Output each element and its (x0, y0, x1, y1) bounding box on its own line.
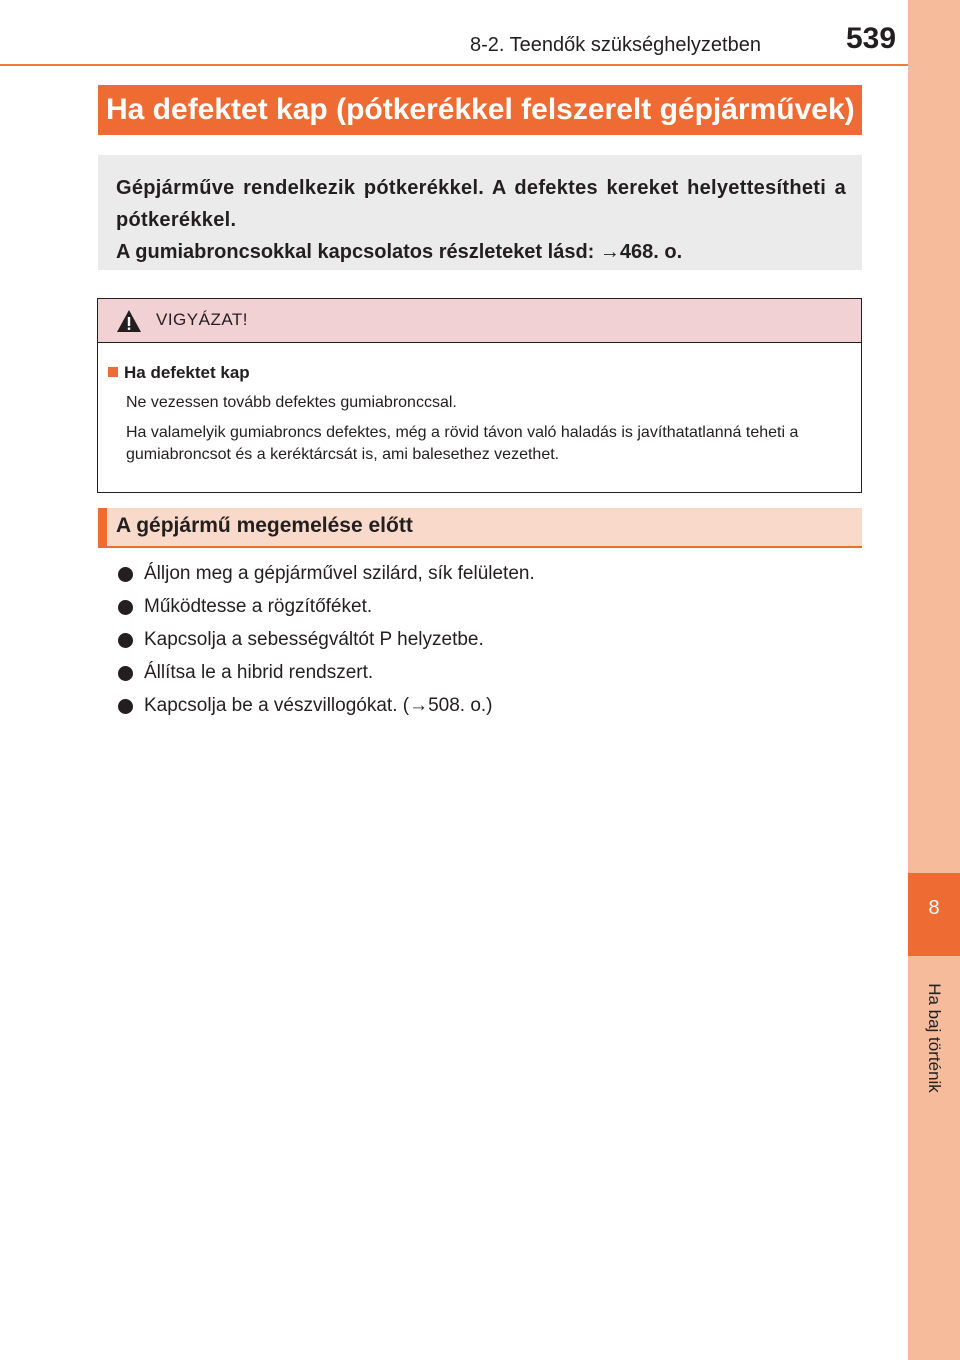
orange-square-icon (108, 367, 118, 377)
chapter-number-tab[interactable]: 8 (908, 873, 960, 956)
list-item-text: Működtesse a rögzítőféket. (144, 596, 373, 617)
intro-paragraph-1: Gépjárműve rendelkezik pótkerékkel. A defektes kereket helyettesítheti a pótkerékkel. (116, 177, 846, 231)
bullet-dot-icon (118, 699, 133, 714)
bullet-dot-icon (118, 666, 133, 681)
chapter-label: Ha baj történik (925, 983, 944, 1093)
caution-box (97, 298, 862, 493)
bullet-list (118, 558, 535, 723)
caution-title: VIGYÁZAT! (156, 310, 249, 329)
main-title: Ha defektet kap (pótkerékkel felszerelt gépjárművek) (98, 85, 862, 135)
section-heading-marker (98, 508, 107, 546)
intro-paragraph-2: A gumiabroncsokkal kapcsolatos részleteket lásd: →468. o. (116, 241, 683, 263)
caution-paragraph-1: Ne vezessen tovább defektes gumiabronccsal. (126, 394, 457, 411)
caution-subtitle (108, 363, 250, 383)
list-item-text: Állítsa le a hibrid rendszert. (144, 662, 374, 683)
list-item (118, 690, 535, 723)
section-heading (98, 508, 862, 548)
bullet-dot-icon (118, 567, 133, 582)
section-title: 8-2. Teendők szükséghelyzetben (470, 34, 761, 56)
caution-header (98, 299, 861, 343)
list-item (118, 657, 535, 690)
list-item (118, 558, 535, 591)
page-number: 539 (846, 22, 897, 55)
list-item-text: Álljon meg a gépjárművel szilárd, sík felületen. (144, 563, 535, 584)
header-rule (0, 64, 908, 66)
caution-paragraph-2: Ha valamelyik gumiabroncs defektes, még a rövid távon való haladás is javíthatatlanná teheti a gumiabroncsot és a keréktárcsát is, ami balesethez vezethet. (126, 424, 799, 463)
list-item-text: Kapcsolja be a vészvillogókat. (→508. o.) (144, 695, 493, 716)
side-tab-strip (908, 0, 960, 1360)
intro-box (98, 155, 862, 270)
warning-triangle-icon (116, 309, 142, 333)
list-item-text: Kapcsolja a sebességváltót P helyzetbe. (144, 629, 484, 650)
caution-subtitle-text: Ha defektet kap (124, 363, 250, 382)
list-item (118, 624, 535, 657)
list-item (118, 591, 535, 624)
bullet-dot-icon (118, 600, 133, 615)
bullet-dot-icon (118, 633, 133, 648)
section-heading-text: A gépjármű megemelése előtt (116, 514, 413, 537)
